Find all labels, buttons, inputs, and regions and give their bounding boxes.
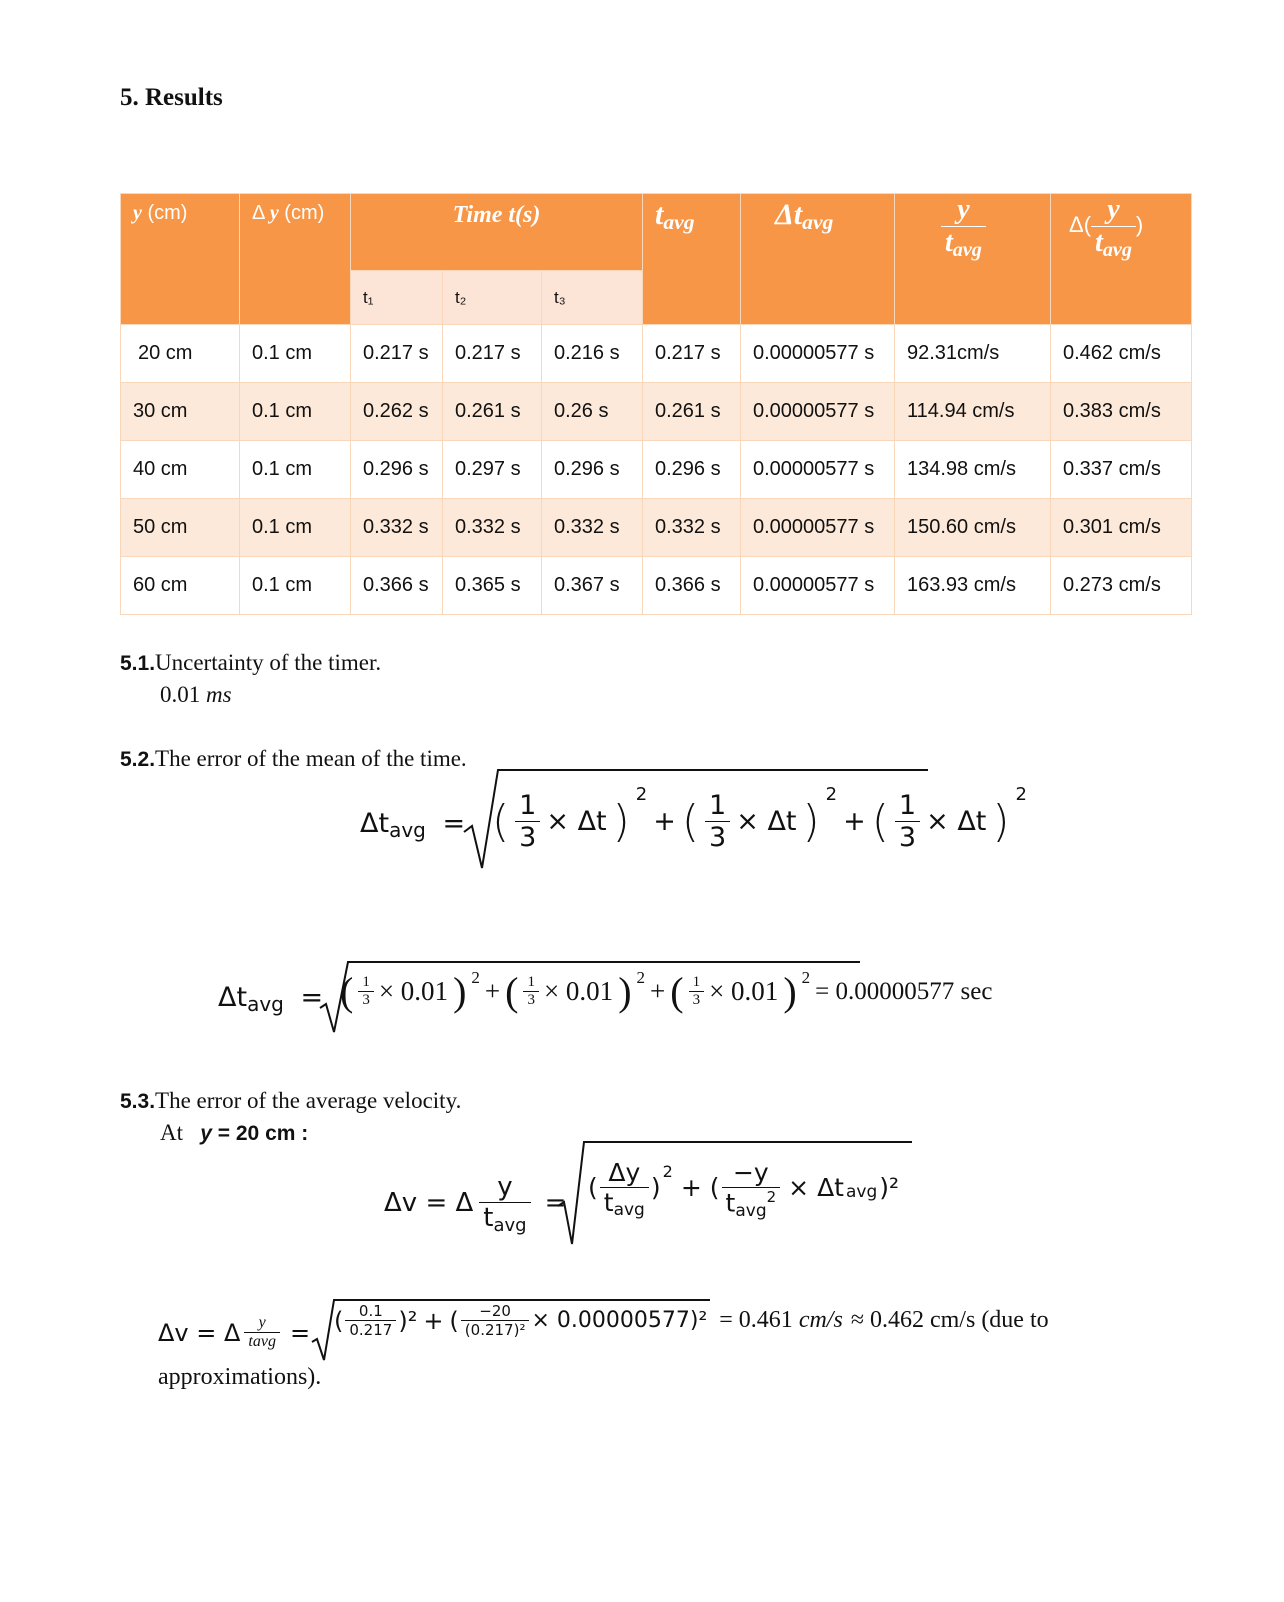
table-row: 40 cm 0.1 cm 0.296 s 0.297 s 0.296 s 0.296 s 0.00000577 s 134.98 cm/s 0.337 cm/s [121, 441, 1192, 499]
subsection-5-2-title: 5.2.The error of the mean of the time. [120, 746, 467, 771]
velocity-condition: At y = 20 cm : [160, 1120, 309, 1145]
equation-4-body: ( $\frac{0.1}{0.217}$ )² + ( $\frac{-20}{\text{(0.217)²}}$ × 0.00000577)² = 0.461 cm/s ≈ 0.462 cm/s (due to [334, 1302, 1049, 1339]
header-velocity: $\frac{y}{\text{tavg}}$ [895, 194, 1051, 325]
header-t2: t₂ [443, 271, 542, 325]
equation-1-radicand: ( $\frac{1}{3}$ × Δt ) $^2$ + ( $\frac{1}{3}$ × Δt ) $^2$ + ( $\frac{1}{3}$ × Δt ) $^2$ [492, 784, 1027, 853]
approximation-note: approximations). [158, 1364, 322, 1390]
header-velocity-error: Δ( $\frac{y}{\text{tavg}}$ ) [1051, 194, 1192, 325]
timer-uncertainty-value: 0.01 ms [160, 682, 232, 707]
header-t1: t₁ [351, 271, 443, 325]
header-t3: t₃ [542, 271, 643, 325]
table-header-row [121, 194, 1192, 271]
header-dtavg: Δtavg [741, 194, 895, 325]
table-row: 60 cm 0.1 cm 0.366 s 0.365 s 0.367 s 0.366 s 0.00000577 s 163.93 cm/s 0.273 cm/s [121, 557, 1192, 615]
header-tavg: tavg [643, 194, 741, 325]
table-row: 50 cm 0.1 cm 0.332 s 0.332 s 0.332 s 0.332 s 0.00000577 s 150.60 cm/s 0.301 cm/s [121, 499, 1192, 557]
equation-2-radicand: ( $\frac{1}{3}$ × 0.01 ) $^2$ + ( $\frac{1}{3}$ × 0.01 ) $^2$ + ( $\frac{1}{3}$ × 0.01 ) $^2$ = 0.00000577 sec [340, 968, 993, 1014]
subsection-5-1-title: 5.1.Uncertainty of the timer. [120, 650, 382, 675]
table-row: 20 cm 0.1 cm 0.217 s 0.217 s 0.216 s 0.217 s 0.00000577 s 92.31cm/s 0.462 cm/s [121, 325, 1192, 383]
subsection-5-3-title: 5.3.The error of the average velocity. [120, 1088, 462, 1113]
header-time: Time t(s) [351, 194, 643, 271]
equation-mean-time-error-numeric: Δtavg = [218, 982, 324, 1016]
header-dy: Δ y (cm) [240, 194, 351, 325]
header-y: y (cm) [121, 194, 240, 325]
equation-velocity-error-numeric: Δv = Δ $\frac{y}{\text{tavg}}$ = [158, 1314, 311, 1350]
results-table [120, 193, 1192, 615]
table-row: 30 cm 0.1 cm 0.262 s 0.261 s 0.26 s 0.261 s 0.00000577 s 114.94 cm/s 0.383 cm/s [121, 383, 1192, 441]
equation-3-radicand: ( $\frac{\Delta y}{\text{tavg}}$ ) $^2$ + ( $\frac{-y}{tavg^2}$ × Δt avg )² [588, 1158, 900, 1221]
equation-velocity-error-symbolic: Δv = Δ $\frac{y}{\text{tavg}}$ = [384, 1172, 567, 1236]
section-heading: 5. Results [120, 84, 223, 111]
equation-mean-time-error-symbolic: Δtavg = [360, 808, 466, 842]
